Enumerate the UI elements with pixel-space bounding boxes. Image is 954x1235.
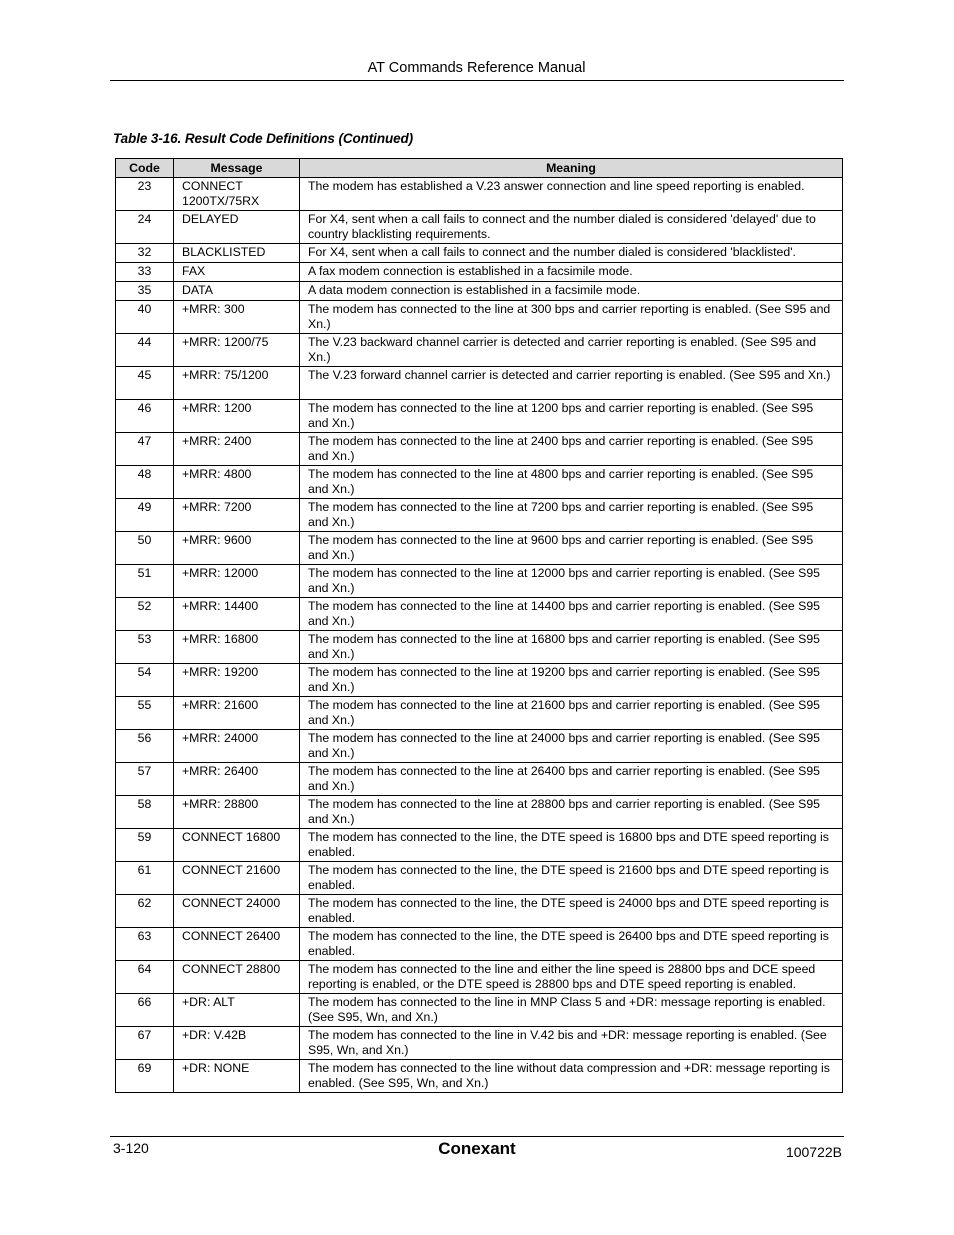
cell-message: CONNECT 28800 [174, 961, 300, 994]
cell-code: 51 [116, 565, 174, 598]
cell-meaning: The modem has connected to the line at 16800 bps and carrier reporting is enabled. (See S95 and Xn.) [300, 631, 843, 664]
cell-code: 33 [116, 263, 174, 282]
cell-message: +DR: ALT [174, 994, 300, 1027]
cell-code: 63 [116, 928, 174, 961]
cell-message: +MRR: 300 [174, 301, 300, 334]
cell-code: 35 [116, 282, 174, 301]
cell-meaning: The modem has connected to the line, the DTE speed is 26400 bps and DTE speed reporting is enabled. [300, 928, 843, 961]
cell-meaning: The V.23 forward channel carrier is detected and carrier reporting is enabled. (See S95 and Xn.) [300, 367, 843, 400]
table-header-row [116, 159, 843, 178]
cell-code: 56 [116, 730, 174, 763]
cell-code: 58 [116, 796, 174, 829]
cell-message: +MRR: 21600 [174, 697, 300, 730]
table-row [116, 400, 843, 433]
cell-code: 24 [116, 211, 174, 244]
cell-message: +MRR: 16800 [174, 631, 300, 664]
cell-message: +MRR: 26400 [174, 763, 300, 796]
table-row [116, 1027, 843, 1060]
cell-message: +MRR: 28800 [174, 796, 300, 829]
cell-meaning: The modem has connected to the line without data compression and +DR: message reporting is enabled. (See S95, Wn, and Xn.) [300, 1060, 843, 1093]
cell-code: 66 [116, 994, 174, 1027]
cell-code: 50 [116, 532, 174, 565]
table-row [116, 961, 843, 994]
cell-meaning: The modem has connected to the line at 4800 bps and carrier reporting is enabled. (See S95 and Xn.) [300, 466, 843, 499]
cell-message: +MRR: 19200 [174, 664, 300, 697]
cell-message: BLACKLISTED [174, 244, 300, 263]
cell-message: +MRR: 24000 [174, 730, 300, 763]
cell-meaning: The modem has connected to the line at 12000 bps and carrier reporting is enabled. (See S95 and Xn.) [300, 565, 843, 598]
cell-code: 32 [116, 244, 174, 263]
table-caption: Table 3-16. Result Code Definitions (Continued) [113, 131, 414, 146]
cell-code: 64 [116, 961, 174, 994]
cell-code: 44 [116, 334, 174, 367]
table-row [116, 565, 843, 598]
cell-meaning: The modem has connected to the line at 21600 bps and carrier reporting is enabled. (See S95 and Xn.) [300, 697, 843, 730]
page-header-title: AT Commands Reference Manual [367, 60, 586, 76]
cell-meaning: The modem has connected to the line at 1200 bps and carrier reporting is enabled. (See S95 and Xn.) [300, 400, 843, 433]
table-row [116, 244, 843, 263]
cell-meaning: The modem has connected to the line at 9600 bps and carrier reporting is enabled. (See S95 and Xn.) [300, 532, 843, 565]
cell-message: +MRR: 7200 [174, 499, 300, 532]
table-row [116, 466, 843, 499]
footer-divider [110, 1136, 844, 1137]
cell-meaning: The modem has connected to the line, the DTE speed is 21600 bps and DTE speed reporting is enabled. [300, 862, 843, 895]
cell-code: 52 [116, 598, 174, 631]
header-divider [110, 80, 844, 81]
table-row [116, 301, 843, 334]
table-row [116, 211, 843, 244]
cell-message: FAX [174, 263, 300, 282]
table-row [116, 499, 843, 532]
table-row [116, 994, 843, 1027]
document-number: 100722B [785, 1144, 842, 1160]
cell-code: 57 [116, 763, 174, 796]
table-row [116, 862, 843, 895]
cell-code: 69 [116, 1060, 174, 1093]
cell-message: +DR: V.42B [174, 1027, 300, 1060]
cell-meaning: The modem has connected to the line at 300 bps and carrier reporting is enabled. (See S95 and Xn.) [300, 301, 843, 334]
cell-meaning: The modem has established a V.23 answer connection and line speed reporting is enabled. [300, 178, 843, 211]
cell-code: 46 [116, 400, 174, 433]
cell-meaning: The modem has connected to the line, the DTE speed is 24000 bps and DTE speed reporting is enabled. [300, 895, 843, 928]
table-row [116, 282, 843, 301]
page-number: 3-120 [113, 1140, 149, 1156]
table-row [116, 532, 843, 565]
column-header-message: Message [174, 159, 300, 178]
table-row [116, 730, 843, 763]
cell-message: +MRR: 9600 [174, 532, 300, 565]
cell-meaning: The modem has connected to the line, the DTE speed is 16800 bps and DTE speed reporting is enabled. [300, 829, 843, 862]
cell-message: CONNECT 21600 [174, 862, 300, 895]
table-row [116, 664, 843, 697]
cell-message: +MRR: 2400 [174, 433, 300, 466]
column-header-meaning: Meaning [300, 159, 843, 178]
cell-code: 59 [116, 829, 174, 862]
cell-code: 55 [116, 697, 174, 730]
cell-code: 62 [116, 895, 174, 928]
cell-message: +MRR: 75/1200 [174, 367, 300, 400]
cell-meaning: The modem has connected to the line at 24000 bps and carrier reporting is enabled. (See S95 and Xn.) [300, 730, 843, 763]
table-row [116, 178, 843, 211]
table-row [116, 1060, 843, 1093]
cell-meaning: The modem has connected to the line at 19200 bps and carrier reporting is enabled. (See S95 and Xn.) [300, 664, 843, 697]
cell-code: 23 [116, 178, 174, 211]
cell-message: CONNECT 26400 [174, 928, 300, 961]
cell-meaning: The modem has connected to the line at 2400 bps and carrier reporting is enabled. (See S95 and Xn.) [300, 433, 843, 466]
table-row [116, 697, 843, 730]
cell-meaning: The modem has connected to the line in V.42 bis and +DR: message reporting is enabled. (See S95, Wn, and Xn.) [300, 1027, 843, 1060]
table-row [116, 796, 843, 829]
cell-message: CONNECT 1200TX/75RX [174, 178, 300, 211]
cell-meaning: For X4, sent when a call fails to connect and the number dialed is considered 'delayed' due to country blacklisting requirements. [300, 211, 843, 244]
cell-meaning: The modem has connected to the line and either the line speed is 28800 bps and DCE speed reporting is enabled, or the DTE speed is 28800 bps and DTE speed reporting is enabled. [300, 961, 843, 994]
table-row [116, 367, 843, 400]
table-row [116, 631, 843, 664]
table-body [116, 178, 843, 1093]
cell-code: 48 [116, 466, 174, 499]
cell-meaning: A fax modem connection is established in a facsimile mode. [300, 263, 843, 282]
cell-meaning: For X4, sent when a call fails to connect and the number dialed is considered 'blacklisted'. [300, 244, 843, 263]
cell-message: +MRR: 4800 [174, 466, 300, 499]
cell-message: +MRR: 12000 [174, 565, 300, 598]
table-row [116, 829, 843, 862]
cell-meaning: The modem has connected to the line at 14400 bps and carrier reporting is enabled. (See S95 and Xn.) [300, 598, 843, 631]
table-row [116, 763, 843, 796]
cell-message: CONNECT 24000 [174, 895, 300, 928]
cell-meaning: The modem has connected to the line at 28800 bps and carrier reporting is enabled. (See S95 and Xn.) [300, 796, 843, 829]
cell-message: DELAYED [174, 211, 300, 244]
cell-code: 45 [116, 367, 174, 400]
cell-meaning: The modem has connected to the line in MNP Class 5 and +DR: message reporting is enabled. (See S95, Wn, and Xn.) [300, 994, 843, 1027]
cell-meaning: The modem has connected to the line at 7200 bps and carrier reporting is enabled. (See S95 and Xn.) [300, 499, 843, 532]
table-row [116, 895, 843, 928]
cell-code: 47 [116, 433, 174, 466]
table-row [116, 263, 843, 282]
cell-code: 61 [116, 862, 174, 895]
cell-message: DATA [174, 282, 300, 301]
cell-message: +MRR: 1200 [174, 400, 300, 433]
cell-meaning: The modem has connected to the line at 26400 bps and carrier reporting is enabled. (See S95 and Xn.) [300, 763, 843, 796]
table-row [116, 598, 843, 631]
result-code-table [115, 158, 843, 1093]
cell-message: +DR: NONE [174, 1060, 300, 1093]
table-row [116, 334, 843, 367]
cell-meaning: The V.23 backward channel carrier is detected and carrier reporting is enabled. (See S95 and Xn.) [300, 334, 843, 367]
brand-name: Conexant [438, 1139, 516, 1158]
table-row [116, 928, 843, 961]
cell-code: 67 [116, 1027, 174, 1060]
column-header-code: Code [116, 159, 174, 178]
cell-code: 54 [116, 664, 174, 697]
cell-code: 49 [116, 499, 174, 532]
cell-code: 40 [116, 301, 174, 334]
cell-code: 53 [116, 631, 174, 664]
cell-meaning: A data modem connection is established in a facsimile mode. [300, 282, 843, 301]
cell-message: CONNECT 16800 [174, 829, 300, 862]
table-row [116, 433, 843, 466]
cell-message: +MRR: 14400 [174, 598, 300, 631]
cell-message: +MRR: 1200/75 [174, 334, 300, 367]
